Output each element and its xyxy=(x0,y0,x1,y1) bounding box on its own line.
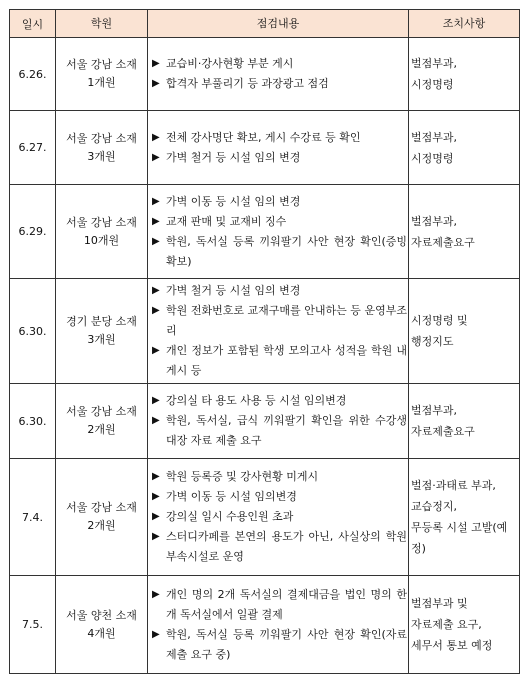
row-action: 벌점부과, 자료제출요구 xyxy=(409,185,520,279)
academy-count: 3개원 xyxy=(87,149,116,163)
academy-count: 10개원 xyxy=(83,233,120,247)
row-academy xyxy=(56,576,148,674)
academy-location: 경기 분당 소재 xyxy=(66,315,137,328)
inspection-item xyxy=(152,148,407,168)
row-date: 6.30. xyxy=(10,384,56,459)
row-inspection xyxy=(148,185,409,279)
row-action: 벌점부과, 시정명령 xyxy=(409,38,520,111)
row-inspection xyxy=(148,459,409,576)
inspection-item-text: 가벽 이동 등 시설 임의변경 xyxy=(166,490,297,503)
bullet-arrow-icon: ▶ xyxy=(152,131,160,143)
bullet-arrow-icon: ▶ xyxy=(152,415,160,426)
row-action: 벌점부과, 자료제출요구 xyxy=(409,384,520,459)
bullet-arrow-icon: ▶ xyxy=(152,395,160,406)
bullet-arrow-icon: ▶ xyxy=(152,305,160,316)
inspection-item xyxy=(152,527,407,567)
bullet-arrow-icon: ▶ xyxy=(152,78,160,89)
inspection-item xyxy=(152,128,407,148)
bullet-arrow-icon: ▶ xyxy=(152,195,160,207)
inspection-item xyxy=(152,192,407,212)
inspection-item-text: 학원, 독서실 등록 끼워팔기 사안 현장 확인(자료제출 요구 중) xyxy=(166,627,407,661)
academy-location: 서울 강남 소재 xyxy=(66,405,137,418)
header-inspection: 점검내용 xyxy=(148,10,409,38)
bullet-arrow-icon: ▶ xyxy=(152,345,160,356)
header-academy: 학원 xyxy=(56,10,148,38)
inspection-item xyxy=(152,467,407,487)
inspection-item xyxy=(152,487,407,507)
row-date: 6.29. xyxy=(10,185,56,279)
academy-count: 2개원 xyxy=(87,423,116,436)
academy-count: 4개원 xyxy=(87,626,116,640)
table-row xyxy=(10,111,520,185)
bullet-arrow-icon: ▶ xyxy=(152,215,160,227)
bullet-arrow-icon: ▶ xyxy=(152,511,160,522)
row-academy xyxy=(56,384,148,459)
row-academy xyxy=(56,111,148,185)
inspection-item-text: 강의실 타 용도 사용 등 시설 임의변경 xyxy=(166,394,347,407)
bullet-arrow-icon: ▶ xyxy=(152,588,160,600)
bullet-arrow-icon: ▶ xyxy=(152,235,160,247)
table-row xyxy=(10,38,520,111)
row-action: 벌점부과, 시정명령 xyxy=(409,111,520,185)
row-inspection xyxy=(148,576,409,674)
row-academy xyxy=(56,38,148,111)
row-inspection xyxy=(148,384,409,459)
inspection-item-text: 스터디카페를 본연의 용도가 아닌, 사실상의 학원 부속시설로 운영 xyxy=(166,530,407,563)
inspection-item-text: 학원 전화번호로 교재구매를 안내하는 등 운영부조리 xyxy=(166,304,407,337)
inspection-item-text: 전체 강사명단 확보, 게시 수강료 등 확인 xyxy=(166,130,361,144)
row-action: 벌점·과태료 부과, 교습정지, 무등록 시설 고발(예정) xyxy=(409,459,520,576)
row-inspection xyxy=(148,111,409,185)
header-row xyxy=(10,10,520,38)
table-row xyxy=(10,459,520,576)
inspection-item xyxy=(152,212,407,232)
bullet-arrow-icon: ▶ xyxy=(152,471,160,482)
inspection-item xyxy=(152,281,407,301)
inspection-item-text: 학원, 독서실, 급식 끼워팔기 확인을 위한 수강생 대장 자료 제출 요구 xyxy=(166,414,407,447)
row-date: 7.5. xyxy=(10,576,56,674)
row-date: 6.27. xyxy=(10,111,56,185)
table-row xyxy=(10,576,520,674)
row-academy xyxy=(56,279,148,384)
inspection-item xyxy=(152,74,407,94)
inspection-item xyxy=(152,585,407,625)
inspection-item-text: 합격자 부풀리기 등 과장광고 점검 xyxy=(166,77,329,90)
row-academy xyxy=(56,459,148,576)
row-academy xyxy=(56,185,148,279)
inspection-item-text: 학원 등록증 및 강사현황 미게시 xyxy=(166,470,319,483)
inspection-item xyxy=(152,507,407,527)
academy-location: 서울 강남 소재 xyxy=(66,131,137,145)
row-inspection xyxy=(148,279,409,384)
row-inspection xyxy=(148,38,409,111)
table-row xyxy=(10,185,520,279)
header-action: 조치사항 xyxy=(409,10,520,38)
table-row xyxy=(10,279,520,384)
row-action: 벌점부과 및 자료제출 요구, 세무서 통보 예정 xyxy=(409,576,520,674)
inspection-item xyxy=(152,54,407,74)
row-action: 시정명령 및 행정지도 xyxy=(409,279,520,384)
row-date: 6.30. xyxy=(10,279,56,384)
header-date: 일시 xyxy=(10,10,56,38)
inspection-item-text: 교습비·강사현황 부분 게시 xyxy=(166,57,294,70)
inspection-item xyxy=(152,341,407,381)
inspection-item-text: 학원, 독서실 등록 끼워팔기 사안 현장 확인(증빙 확보) xyxy=(166,234,407,268)
bullet-arrow-icon: ▶ xyxy=(152,531,160,542)
inspection-item-text: 가벽 철거 등 시설 임의 변경 xyxy=(166,284,301,297)
academy-location: 서울 강남 소재 xyxy=(66,215,137,229)
inspection-item xyxy=(152,391,407,411)
academy-location: 서울 양천 소재 xyxy=(66,608,137,622)
academy-count: 1개원 xyxy=(87,76,116,89)
inspection-item xyxy=(152,301,407,341)
inspection-item-text: 가벽 철거 등 시설 임의 변경 xyxy=(166,150,301,164)
inspection-item-text: 개인 정보가 포함된 학생 모의고사 성적을 학원 내 게시 등 xyxy=(166,344,407,377)
row-date: 7.4. xyxy=(10,459,56,576)
inspection-item xyxy=(152,625,407,665)
table-row xyxy=(10,384,520,459)
bullet-arrow-icon: ▶ xyxy=(152,58,160,69)
inspection-table xyxy=(9,9,520,674)
academy-count: 2개원 xyxy=(87,519,116,532)
academy-location: 서울 강남 소재 xyxy=(66,58,137,71)
inspection-item-text: 강의실 일시 수용인원 초과 xyxy=(166,510,294,523)
inspection-item-text: 교재 판매 및 교재비 징수 xyxy=(166,214,287,228)
bullet-arrow-icon: ▶ xyxy=(152,491,160,502)
inspection-item xyxy=(152,232,407,272)
bullet-arrow-icon: ▶ xyxy=(152,628,160,640)
inspection-item xyxy=(152,411,407,451)
bullet-arrow-icon: ▶ xyxy=(152,285,160,296)
inspection-item-text: 개인 명의 2개 독서실의 결제대금을 법인 명의 한 개 독서실에서 일괄 결제 xyxy=(166,587,407,621)
academy-count: 3개원 xyxy=(87,333,116,346)
inspection-item-text: 가벽 이동 등 시설 임의 변경 xyxy=(166,194,301,208)
academy-location: 서울 강남 소재 xyxy=(66,501,137,514)
bullet-arrow-icon: ▶ xyxy=(152,151,160,163)
row-date: 6.26. xyxy=(10,38,56,111)
